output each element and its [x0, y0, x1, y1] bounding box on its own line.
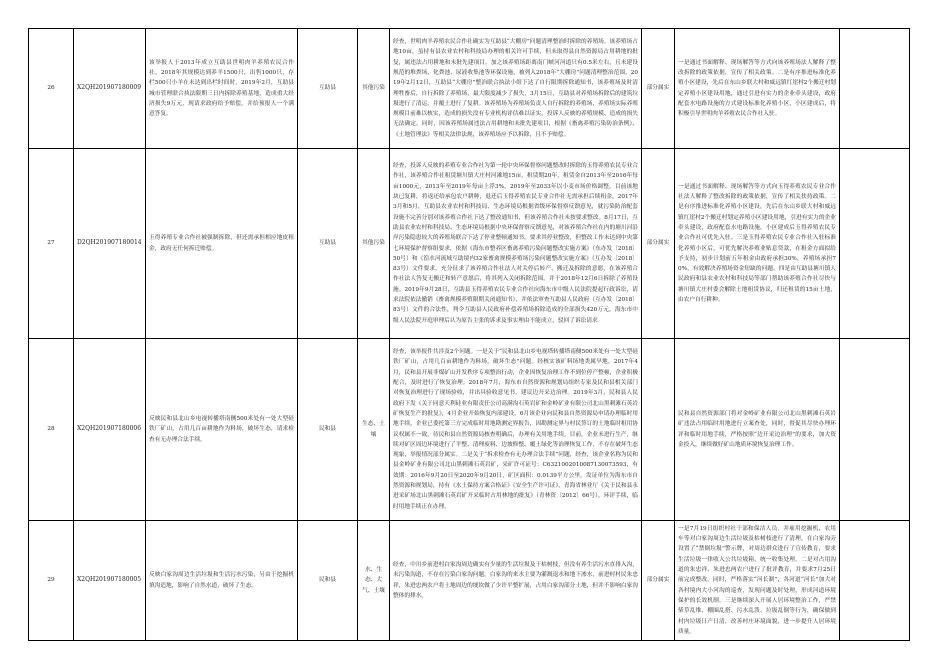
pollution-type: 生态、土壤	[358, 339, 390, 521]
county: 民和县	[298, 339, 358, 521]
case-id: D2QH201907180014	[74, 149, 146, 339]
table-row	[29, 149, 910, 339]
verdict: 部分属实	[642, 149, 675, 339]
row-number: 28	[29, 339, 74, 521]
row-number: 26	[29, 29, 74, 149]
case-id: X2QH201907180006	[74, 339, 146, 521]
investigation-finding: 经查，世明肉羊养殖农民合作社确实为互助县“大棚房”问题清理整治时拆除的养殖场。该养殖场占地10亩，虽持有县农业农村和科技局办理的相关许可手续，但未取得县自然资源局占用耕地的批复，属违法占用耕地和未批先建项目。加之该养殖场距离南门峡河河道只有0.5米左右，且未建设规范的堆粪场、化粪池、尿液收集池等环保设施，被列入2018年“大棚房”问题清理整治范围。2019年2月12日，互助县“大棚房”整治联合执法小组下达了自行限期拆除通知书，该养殖场及时清理牲畜后，自行拆除了养殖场，最大限度减少了损失，3月15日，互助县对养殖场拆除后的建筑垃圾进行了清运，并覆土进行了复耕。该养殖场为养殖场负责人自行拆除的养殖场，养殖场实际养殖规模目前难以核实，造成的损失没有专业机构评估难以证实，投诉人反映的养殖规模、造成的损失无法确定。同时，因该养殖场属违法占用耕地和未批先建项目，根据《畜禽养殖污染防治条例》、《土地管理法》等相关法律法规，该养殖场应予以拆除，且不予赔偿。	[390, 29, 642, 149]
table-row	[29, 339, 910, 521]
investigation-finding: 经查，中川乡前进村白家沟周边确实有少量的生活垃圾及干枯树枝，但没有养生活污水直排入沟，未污染沟道，不存在污染白家沟问题。白家沟的来水主要为灌溉退水和地下渗水，前进村村民朱忠祥，朱进忠两农户将土地周边的埂坎做了少许平整扩展，占用白家沟部分土地，但并不影响白家沟整体的排水。	[390, 521, 642, 641]
handling-measures: 一是通过书面解释、现场解答等方式向该养殖场法人解释了整改拆除的政策依据，宣传了相关政策。二是有序推进标准化养殖小区建设，先后在东山乡联大村和威远镇红崖村2个搬迁村划定养殖小区建设用地，通过引进有实力的企业牵头建设，政府配套水电路设施的方式建设标准化养殖小区，小区建成后，将积极引导世明肉羊养殖农民合作社入驻。	[675, 29, 840, 149]
verdict: 部分属实	[642, 29, 675, 149]
complaint-content: 反映民和县北山乡电视转播塔南侧500米处有一处大型硅铁厂矿山，占用几百亩耕地作为料场，破坏生态，请求检查有无办理合法手续。	[146, 339, 298, 521]
remark	[840, 339, 910, 521]
remark	[840, 521, 910, 641]
county: 民和县	[298, 521, 358, 641]
investigation-finding: 经查，投诉人反映的养殖专业合作社为第一轮中央环保督察问题整改时拆除的玉得养殖农民专业合作社，该养殖合作社租赁塘川镇大庄村河滩地15亩，租赁期20年，租赁金自2013年至2016年每亩1000元，2013年至2019年每亩上浮3%，2019年至2033年以小麦市场价格调整，目前该地块已复耕，将返还给承包农户耕种，退还后玉得养殖农民专业合作社无需承担后续租金。2017年3月和5月，互助县农业农村和科技局、生态环境局根据省级环保督察反馈意见，就污染防治配套设施不完善分别对该养殖合作社下达了整改通知书，但该养殖合作社未按要求整改。8月17日，互助县农业农村和科技局、生态环境局根据中央环保督察反馈意见，对该养殖合作社在内的塘川河沿岸污染隐患较大的养殖场联合下达了停业整顿通知书，要求其停业整改，但整改工作未达到中央第七环境保护督察组要求，依据《海东市整养区畜禽养殖污染问题整改实施方案》（东办发〔2018〕50号）和《湟水河流域互助境内32家畜禽规模养殖场污染问题整改实施方案》（互办发〔2018〕83号）文件要求，充分征求了该养殖合作社法人对关停后转产、搬迁及拆除的意愿，在该养殖合作社法人答复无搬迁和转产意愿后，将其列入关闭拆除范围，并于2018年12月6日拆除了养殖设施。2019年9月28日，互助县玉得养殖农民专业合作社向海东市中级人民法院提起行政诉讼，请求法院依法撤销《畜禽规模养殖限期关闭通知书》，并依法审查互助县人民政府（互办发〔2018〕83号）文件的合法性，判令互助县人民政府补偿养殖场拆除造成的全部损失420万元，海东市中级人民法院开庭审理后认为原告主张的诉求及事实理由不能成立，驳回了诉讼请求	[390, 149, 642, 339]
complaint-content: 反映白家沟周边生活垃圾和生活污水污染，另由于挖掘机填沟造地，影响了自然水道，破坏了生态。	[146, 521, 298, 641]
complaint-table	[28, 28, 910, 641]
pollution-type: 其他污染	[358, 149, 390, 339]
handling-measures: 民和县自然资源部门将对金岭矿业有限公司北山黑刺滩石英岩矿违法占用临时用地进行立案查处，同时，督促其尽快办理环评和临时用地手续，严格按照“边开采边治理”的要求，加大资金投入，继续做好矿山地质环境恢复治理工作。	[675, 339, 840, 521]
verdict	[642, 339, 675, 521]
pollution-type: 水、生态、大气、土壤	[358, 521, 390, 641]
complaint-content: 玉得养殖专业合作社被强制拆除，但还需承担相应地皮租金，政府无任何拆迁赔偿。	[146, 149, 298, 339]
remark	[840, 149, 910, 339]
table-row	[29, 521, 910, 641]
row-number: 27	[29, 149, 74, 339]
investigation-finding: 经查，该举报件共涉及2个问题。一是关于“民和县北山乡电视塔转播塔南侧500米处有一处大型硅铁厂矿山，占用几百亩耕地作为料场，破坏生态”问题。经核实该矿料场地类属旱地，2017年4月，民和县开展非煤矿山开发秩序专项整治行动，企业因恢复治理工作不到位停产整顿，企业积极配合，及时进行了恢复治理。2018年7月，海东市自然资源和规划局组织专家及民和县相关部门对恢复治理进行了现场验收，并出具验收意见书，建议边开采边治理。2019年3月，民和县人民政府下发《关于同意天利硅业有限责任公司高满沟石英岩矿和金岭矿业有限公司北山黑刺滩石英岩矿恢复生产的批复》，4月企业开始恢复内部建设，6月该企业向民和县自然资源局申请办理临时用地手续，企业已委托第三方完成临时用地勘测定界报告，因勘测定界与村民签订的土地临时租用协议权属不一致，待民和县自然资源局核查明确后，办理有关用地手续。目前，企业未进行生产，继续对矿区周边环境进行了平整、清理废料、边坡修整、覆土绿化等治理恢复工作，不存在破坏生态现象，举报情况部分属实。二是关于“拆求检查有无办理合法手续”问题，经查，该企业名称为民和县金岭矿业有限公司北山黑刺滩石英岩矿，采矿许可证号：C6321002010087130073593，有效期：2016年9月20日至2020年9月20日，矿区面积：0.0139平方公里，发证单位为海东市自然资源和规划局，持有《水土保持方案合格证》《安全生产许可证》，青海省林业厅《关于民和县永进采矿场北山黑刺滩石英岩矿开采临时占用林地的批复》（青林资〔2012〕66号），环评手续，临时用地手续正在办理。	[390, 339, 642, 521]
verdict: 部分属实	[642, 521, 675, 641]
case-id: X2QH201907180009	[74, 29, 146, 149]
complaint-content: 该举报人于2013年成立互助县世明肉羊养殖农民合作社，2018年其规模达到养羊1500只，出售1000只，存栏500只小羊在未达到出栏时间时，2019年2月，互助县城市管理联合执法限期三日内拆除养殖基地，造成重大经济损失9万元，现请求政府给予赔偿，并给预报人一个满意答复。	[146, 29, 298, 149]
handling-measures: 一是通过书面解释、现场解答等方式向玉得养殖农民专业合作社法人解释了整改拆除的政策依据，宣传了相关扶持政策。二是有序推进标准化养殖小区建设，先后在东山乡联大村和威远镇红崖村2个搬迁村划定养殖小区建设用地，引进有实力的企业牵头建设，政府配套水电路设施，小区建成后玉得养殖农民专业合作社可优先入驻。三是玉得养殖农民专业合作社入驻标准化养殖小区后，可优先解决养殖业贴息贷款，在租金方面拟给予支持，初步计划前五年租金由政府承担30%，养殖场承担70%，有效解决养殖场资金短缺的问题。四是由互助县塘川镇人民政府和县农业农村和科技局等部门帮助该养殖合作社尽快与塘川镇大庄村委会解除土地租赁协议，归还租赁的15亩土地，由农户自行耕种。	[675, 149, 840, 339]
county: 互助县	[298, 149, 358, 339]
handling-measures: 一是7月19日组织村社干部和保洁人员，并雇用挖掘机、农用车等对白家沟周边生活垃圾及枯树枝进行了清理，在白家沟旁设置了“禁倒垃圾”警示牌，对周边群众进行了宣传教育，要求生活垃圾一律收入公共垃圾箱，统一收集处理。二是对占用沟道的朱忠祥、朱进忠两农户进行了批评教育，并要求7月25日前完成整改。同时，严格落实“河长制”，各河道“河长”加大对各村境内大小河沟的巡查，发现问题及时处理，形成河道环境保护的长效机制。三是继续深入开展人居环境整治工作，严禁柴草乱堆、棚圈乱搭、污水乱泼、垃圾乱倒等行为，确保做到村内垃圾日产日清，改善村庄环境面貌，进一步提升人居环境质量。	[675, 521, 840, 641]
remark	[840, 29, 910, 149]
table-row	[29, 29, 910, 149]
county: 互助县	[298, 29, 358, 149]
row-number: 29	[29, 521, 74, 641]
pollution-type: 其他污染	[358, 29, 390, 149]
case-id: X2QH201907180005	[74, 521, 146, 641]
